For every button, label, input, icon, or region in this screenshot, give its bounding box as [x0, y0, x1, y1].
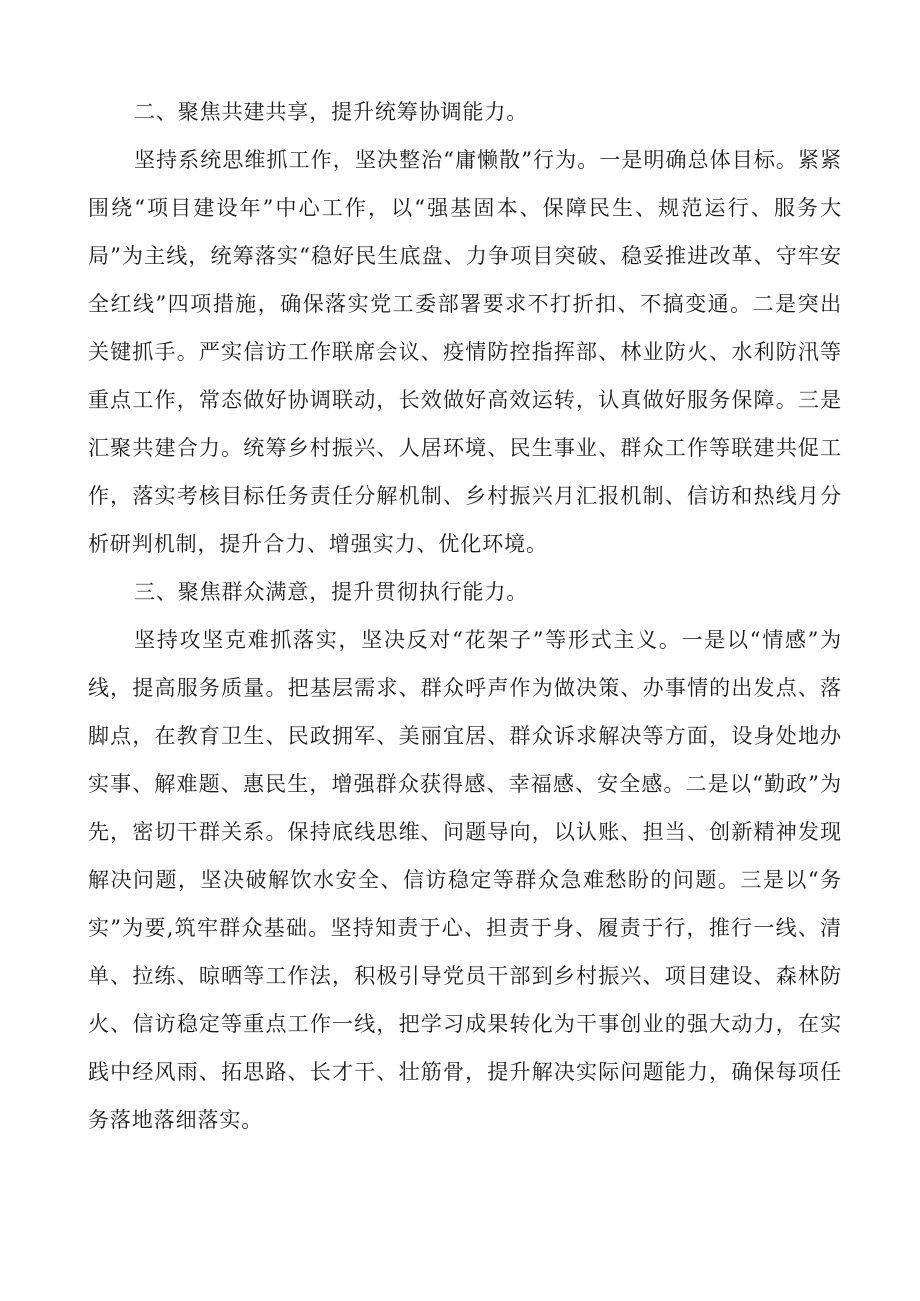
section-heading-2: 二、聚焦共建共享，提升统筹协调能力。: [134, 100, 529, 124]
document-body: [88, 88, 842, 1144]
section-heading-3: 三、聚焦群众满意，提升贯彻执行能力。: [134, 580, 529, 604]
section-paragraph-3: 坚持攻坚克难抓落实，坚决反对“花架子”等形式主义。一是以“情感”为线，提高服务质量。把基层需求、群众呼声作为做决策、办事情的出发点、落脚点，在教育卫生、民政拥军、美丽宜居、群众诉求解决等方面，设身处地办实事、解难题、惠民生，增强群众获得感、幸福感、安全感。二是以“勤政”为先，密切干群关系。保持底线思维、问题导向，以认账、担当、创新精神发现解决问题，坚决破解饮水安全、信访稳定等群众急难愁盼的问题。三是以“务实”为要,筑牢群众基础。坚持知责于心、担责于身、履责于行，推行一线、清单、拉练、晾晒等工作法，积极引导党员干部到乡村振兴、项目建设、森林防火、信访稳定等重点工作一线，把学习成果转化为干事创业的强大动力，在实践中经风雨、拓思路、长才干、壮筋骨，提升解决实际问题能力，确保每项任务落地落细落实。: [88, 628, 842, 1132]
section-paragraph-2: 坚持系统思维抓工作，坚决整治“庸懒散”行为。一是明确总体目标。紧紧围绕“项目建设年”中心工作，以“强基固本、保障民生、规范运行、服务大局”为主线，统筹落实“稳好民生底盘、力争项目突破、稳妥推进改革、守牢安全红线”四项措施，确保落实党工委部署要求不打折扣、不搞变通。二是突出关键抓手。严实信访工作联席会议、疫情防控指挥部、林业防火、水利防汛等重点工作，常态做好协调联动，长效做好高效运转，认真做好服务保障。三是汇聚共建合力。统筹乡村振兴、人居环境、民生事业、群众工作等联建共促工作，落实考核目标任务责任分解机制、乡村振兴月汇报机制、信访和热线月分析研判机制，提升合力、增强实力、优化环境。: [88, 148, 842, 556]
